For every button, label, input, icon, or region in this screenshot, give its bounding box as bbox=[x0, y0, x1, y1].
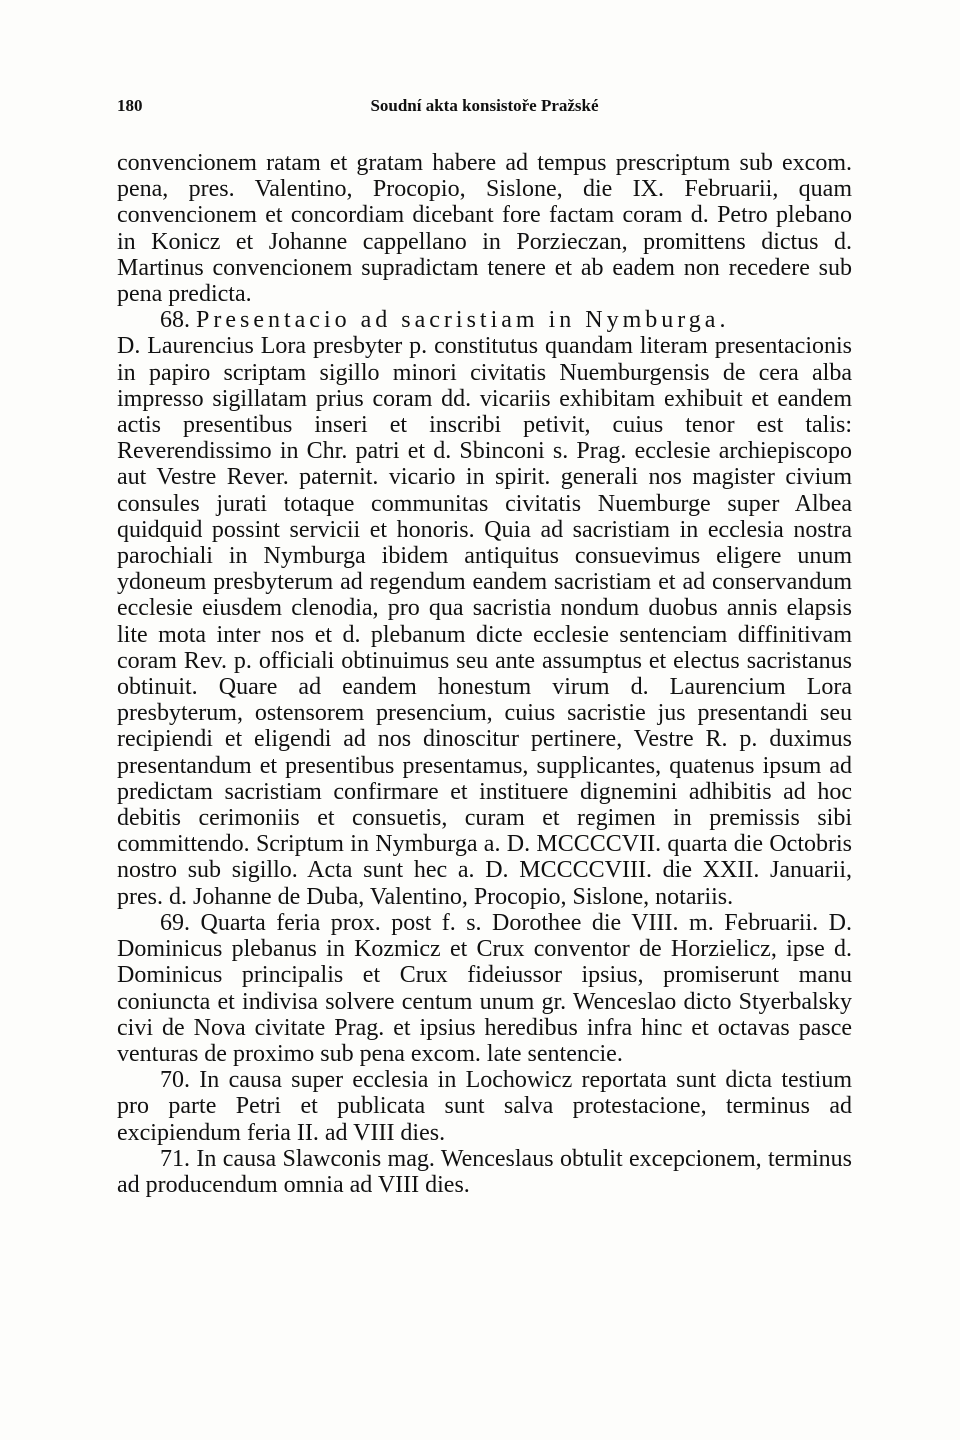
paragraph-continuation: convencionem ratam et gratam habere ad tempus prescriptum sub excom. pena, pres. Valentino, Procopio, Sislone, die IX. Februarii, quam convencionem et concordiam dicebant fore factam coram d. Petro plebano in Konicz et Johanne cappellano in Porzieczan, promittens dictus d. Martinus convencionem supradictam tenere et ab eadem non recedere sub pena predicta. bbox=[117, 150, 852, 308]
entry-70: 70. In causa super ecclesia in Lochowicz reportata sunt dicta testium pro parte Petri et publicata sunt salva protestacione, terminus ad excipiendum feria II. ad VIII dies. bbox=[117, 1067, 852, 1146]
entry-68-number: 68. bbox=[160, 307, 190, 334]
entry-68-text: D. Laurencius Lora presbyter p. constitutus quandam literam presentacionis in papiro scriptam sigillo minori civitatis Nuemburgensis de cera alba impresso sigillatam prius coram dd. vicariis exhibitam exhibuit et eandem actis presentibus inseri et inscribi petivit, cuius tenor est talis: Reverendissimo in Chr. patri et d. Sbinconi s. Prag. ecclesie archiepiscopo aut Vestre Rever. paternit. vicario in spirit. generali nos magister civium consules jurati totaque communitas civitatis Nuemburge super Albea quidquid possint servicii et honoris. Quia ad sacristiam in ecclesia nostra parochiali in Nymburga ibidem antiquitus consuevimus eligere unum ydoneum presbyterum ad regendum eandem sacristiam et ad conservandum ecclesie eiusdem clenodia, pro qua sacristia nondum duobus annis elapsis lite mota inter nos et d. plebanum dicte ecclesie sentenciam diffinitivam coram Rev. p. officiali obtinuimus seu ante assumptus et electus sacristanus obtinuit. Quare ad eandem honestum virum d. Laurencium Lora presbyterum, ostensorem presencium, cuius sacristie jus presentandi seu recipiendi et eligendi ad nos dinoscitur pertinere, Vestre R. p. duximus presentandum et presentibus presentamus, supplicantes, quatenus ipsum ad predictam sacristiam confirmare et instituere dignemini adhibitis ad hoc debitis cerimoniis et consuetis, curam et regimen in premissis sibi committendo. Scriptum in Nymburga a. D. MCCCCVII. quarta die Octobris nostro sub sigillo. Acta sunt hec a. D. MCCCCVIII. die XXII. Januarii, pres. d. Johanne de Duba, Valentino, Procopio, Sislone, notariis. bbox=[117, 333, 852, 910]
entry-68-heading: Presentacio ad sacristiam in Nymburga. bbox=[196, 307, 730, 334]
page-header bbox=[117, 96, 852, 126]
page-number: 180 bbox=[117, 96, 143, 115]
entry-71: 71. In causa Slawconis mag. Wenceslaus obtulit excepcionem, terminus ad producendum omnia ad VIII dies. bbox=[117, 1145, 852, 1198]
entry-68-heading-line bbox=[117, 307, 852, 333]
entry-69: 69. Quarta feria prox. post f. s. Dorothee die VIII. m. Februarii. D. Dominicus plebanus in Kozmicz et Crux conventor de Horzielicz, ipse d. Dominicus principalis et Crux fideiussor ipsius, promiserunt manu coniuncta et indivisa solvere centum unum gr. Wenceslao dicto Styerbalsky civi de Nova civitate Prag. et ipsius heredibus infra hinc et octavas pasce venturas de proximo sub pena excom. late sentencie. bbox=[117, 909, 852, 1067]
running-title: Soudní akta konsistoře Pražské bbox=[370, 96, 599, 115]
document-body bbox=[117, 150, 852, 1198]
